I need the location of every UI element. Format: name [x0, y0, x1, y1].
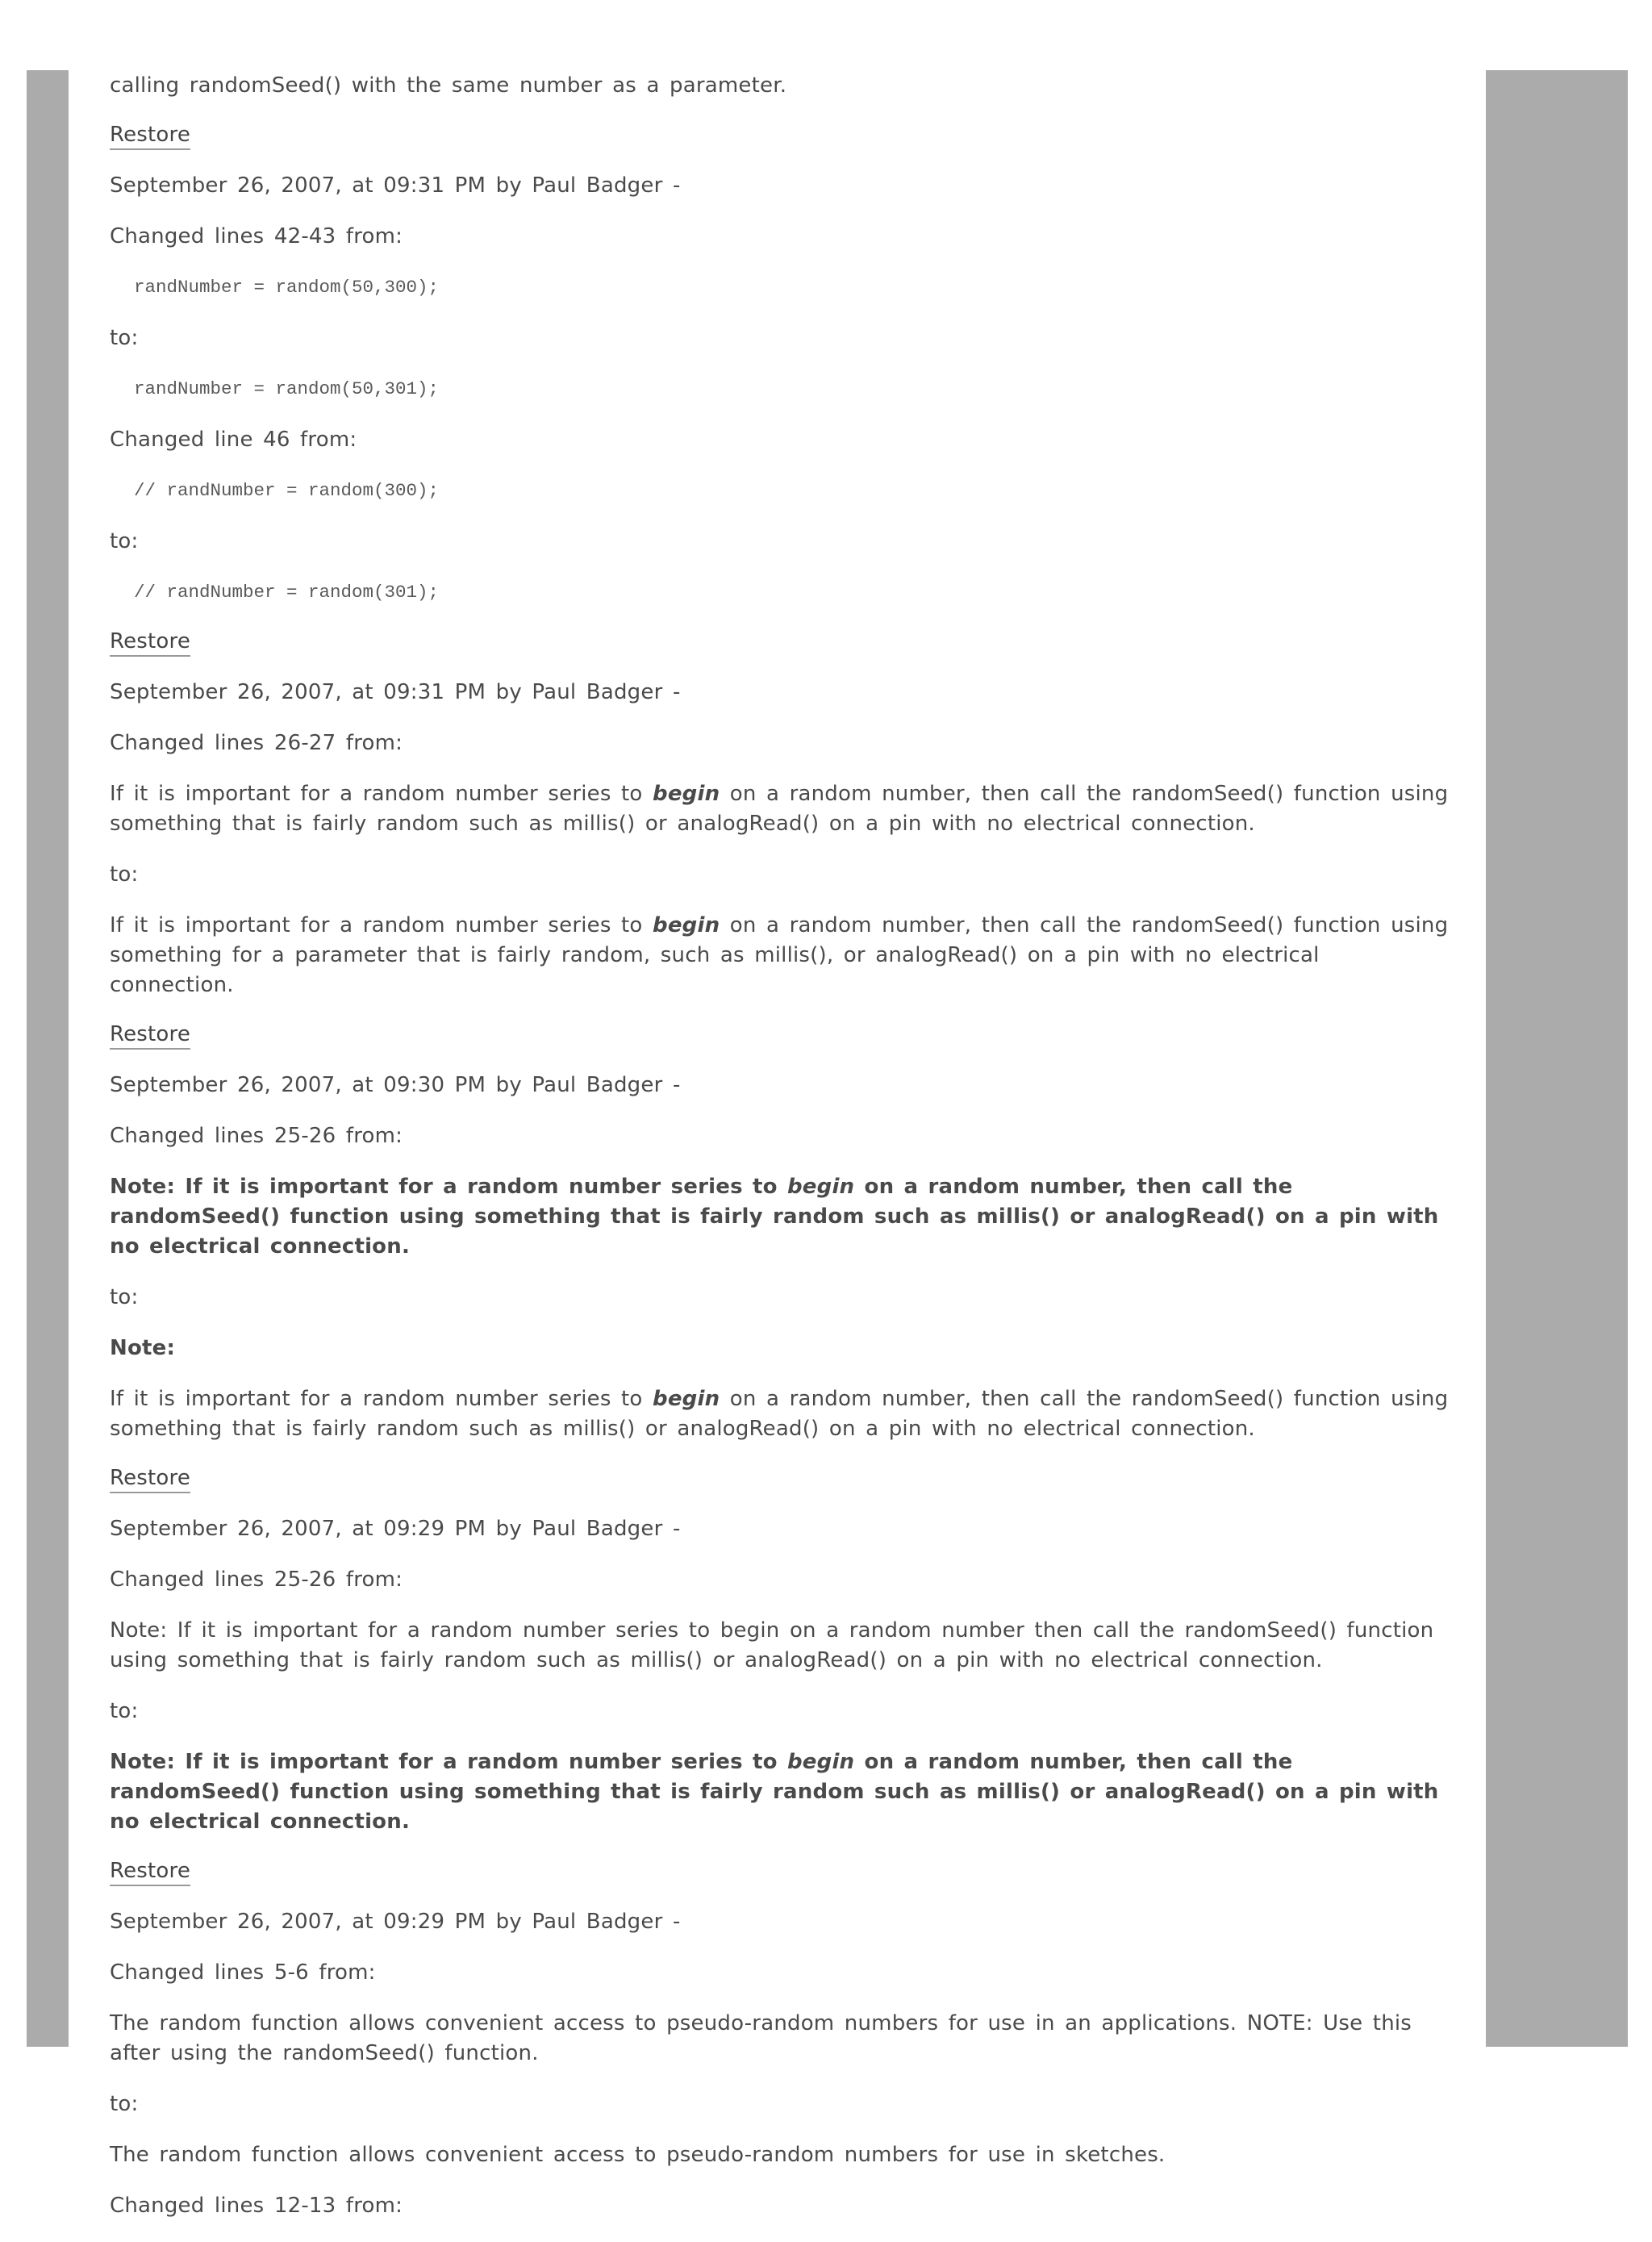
- history-entry: [110, 1465, 1449, 1837]
- to-label: to:: [110, 529, 139, 553]
- from-text: Note: If it is important for a random number series to begin on a random number then call the randomSeed() function using something that is fairly random such as millis() or analogRead() on a pin with no electrical connection.: [110, 1618, 1434, 1672]
- from-text: Note: If it is important for a random number series to begin on a random number, then call the randomSeed() function using something that is fairly random such as millis() or analogRead() on a pin with no electrical connection.: [110, 1175, 1439, 1259]
- note-heading: Note:: [110, 1336, 176, 1360]
- to-label: to:: [110, 862, 139, 887]
- change-summary: Changed line 46 from:: [110, 428, 357, 452]
- restore-link[interactable]: Restore: [110, 1465, 190, 1493]
- right-gutter-bar: [1486, 70, 1628, 2047]
- change-summary: Changed lines 25-26 from:: [110, 1124, 403, 1148]
- history-entry: [110, 628, 1449, 1000]
- from-code: // randNumber = random(300);: [134, 480, 440, 501]
- entry-meta: September 26, 2007, at 09:29 PM by Paul Badger -: [110, 1910, 681, 1934]
- restore-link[interactable]: Restore: [110, 122, 190, 150]
- history-entry: [110, 1858, 1449, 2221]
- intro-line: calling randomSeed() with the same number as a parameter.: [110, 73, 787, 98]
- entry-meta: September 26, 2007, at 09:31 PM by Paul Badger -: [110, 680, 681, 704]
- to-text: If it is important for a random number series to begin on a random number, then call the randomSeed() function using something that is fairly random such as millis() or analogRead() on a pin with no electrical connection.: [110, 1387, 1449, 1441]
- entry-meta: September 26, 2007, at 09:29 PM by Paul Badger -: [110, 1517, 681, 1541]
- entry-meta: September 26, 2007, at 09:30 PM by Paul Badger -: [110, 1073, 681, 1097]
- to-label: to:: [110, 2092, 139, 2116]
- to-code: // randNumber = random(301);: [134, 582, 440, 603]
- change-summary: Changed lines 26-27 from:: [110, 731, 403, 755]
- from-text: If it is important for a random number series to begin on a random number, then call the randomSeed() function using something that is fairly random such as millis() or analogRead() on a pin with no electrical connection.: [110, 782, 1449, 836]
- from-text: The random function allows convenient access to pseudo-random numbers for use in an applications. NOTE: Use this after using the randomSeed() function.: [110, 2011, 1412, 2065]
- restore-link[interactable]: Restore: [110, 628, 190, 657]
- change-summary: Changed lines 12-13 from:: [110, 2194, 403, 2218]
- history-entry: [110, 1021, 1449, 1444]
- to-text: If it is important for a random number series to begin on a random number, then call the randomSeed() function using something for a parameter that is fairly random, such as millis(), or analogRead() on a pin with no electrical connection.: [110, 913, 1449, 997]
- to-label: to:: [110, 326, 139, 350]
- entry-meta: September 26, 2007, at 09:31 PM by Paul Badger -: [110, 173, 681, 198]
- to-code: randNumber = random(50,301);: [134, 378, 440, 399]
- restore-link[interactable]: Restore: [110, 1858, 190, 1886]
- to-text: The random function allows convenient access to pseudo-random numbers for use in sketches.: [110, 2143, 1166, 2167]
- to-label: to:: [110, 1285, 139, 1309]
- to-label: to:: [110, 1699, 139, 1723]
- history-entry: [110, 122, 1449, 607]
- change-summary: Changed lines 25-26 from:: [110, 1568, 403, 1592]
- change-summary: Changed lines 5-6 from:: [110, 1960, 376, 1985]
- left-gutter-bar: [27, 70, 69, 2047]
- restore-link[interactable]: Restore: [110, 1021, 190, 1050]
- change-summary: Changed lines 42-43 from:: [110, 224, 403, 248]
- to-text: Note: If it is important for a random number series to begin on a random number, then call the randomSeed() function using something that is fairly random such as millis() or analogRead() on a pin with no electrical connection.: [110, 1750, 1439, 1834]
- page-history-content: [110, 71, 1449, 2242]
- from-code: randNumber = random(50,300);: [134, 277, 440, 298]
